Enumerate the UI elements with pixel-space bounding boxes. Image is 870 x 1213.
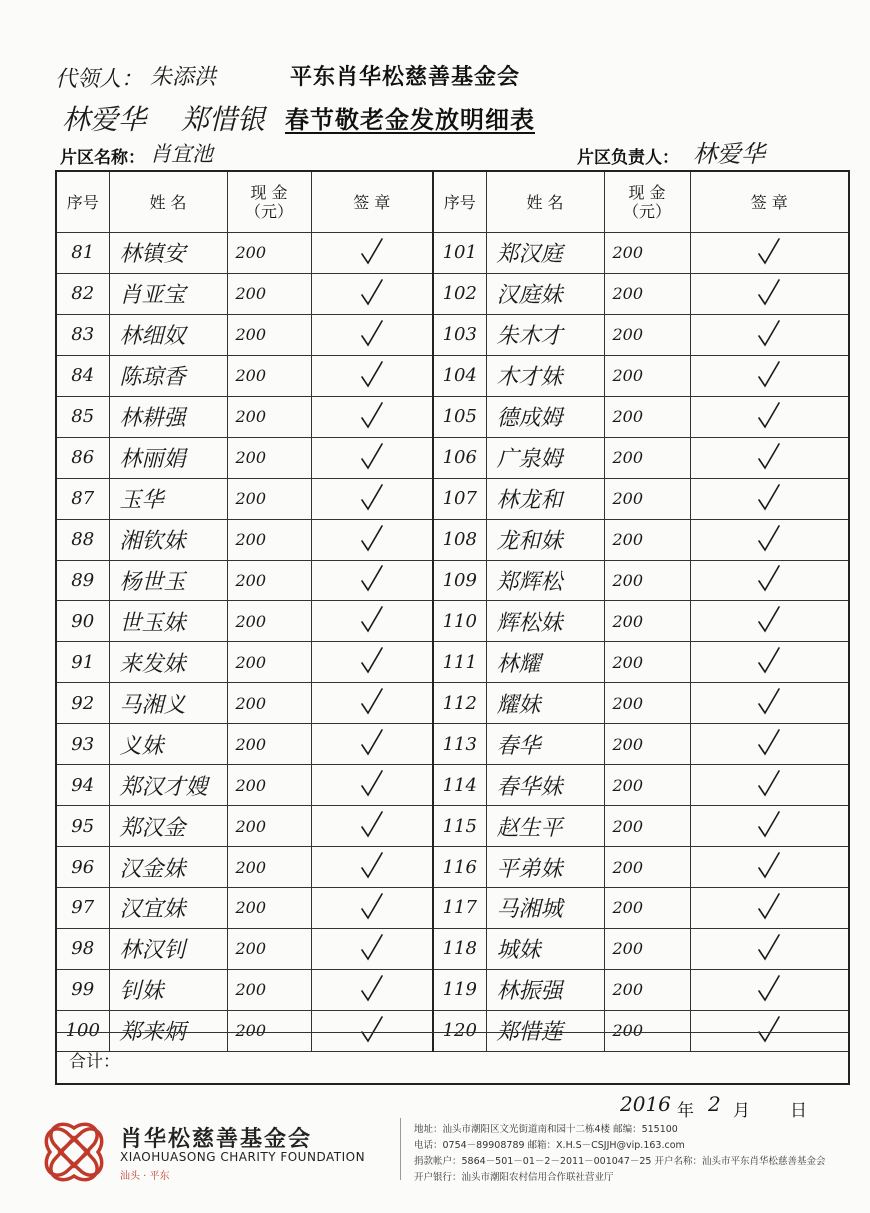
row-no: 101	[434, 233, 486, 274]
agent-label: 代领人：	[55, 67, 144, 92]
checkmark-icon	[358, 441, 386, 471]
checkmark-icon	[358, 563, 386, 593]
checkmark-icon	[755, 604, 783, 634]
row-name: 郑汉才嫂	[109, 765, 227, 806]
table-row	[434, 928, 848, 969]
row-name: 春华	[486, 724, 604, 765]
row-amount: 200	[604, 396, 690, 437]
row-amount: 200	[227, 642, 311, 683]
row-name: 城妹	[486, 928, 604, 969]
row-no: 85	[57, 396, 109, 437]
row-no: 96	[57, 847, 109, 888]
row-amount: 200	[604, 642, 690, 683]
row-name: 汉宜妹	[109, 888, 227, 929]
row-no: 87	[57, 478, 109, 519]
row-no: 118	[434, 928, 486, 969]
row-amount: 200	[227, 314, 311, 355]
org-name-cn: 肖华松慈善基金会	[120, 1127, 313, 1152]
table-row	[434, 355, 848, 396]
total-row	[57, 1032, 848, 1083]
row-amount: 200	[227, 724, 311, 765]
row-no: 111	[434, 642, 486, 683]
table-row	[57, 273, 433, 314]
row-amount: 200	[604, 765, 690, 806]
table-row	[434, 806, 848, 847]
footer-divider	[400, 1118, 401, 1180]
row-signature	[311, 683, 433, 724]
row-name: 林汉钊	[109, 928, 227, 969]
table-row	[57, 928, 433, 969]
row-signature	[311, 724, 433, 765]
row-name: 郑惜莲	[486, 1010, 604, 1051]
row-no: 110	[434, 601, 486, 642]
row-amount: 200	[604, 560, 690, 601]
checkmark-icon	[755, 973, 783, 1003]
row-signature	[311, 478, 433, 519]
checkmark-icon	[755, 727, 783, 757]
row-no: 90	[57, 601, 109, 642]
row-amount: 200	[604, 847, 690, 888]
area-value: 肖宜池	[150, 142, 213, 166]
row-no: 83	[57, 314, 109, 355]
table-row	[434, 847, 848, 888]
row-signature	[311, 560, 433, 601]
row-name: 平弟妹	[486, 847, 604, 888]
table-row	[57, 233, 433, 274]
row-no: 114	[434, 765, 486, 806]
row-name: 林丽娟	[109, 437, 227, 478]
checkmark-icon	[358, 973, 386, 1003]
header-no: 序号	[434, 172, 486, 233]
row-no: 81	[57, 233, 109, 274]
table-row	[434, 601, 848, 642]
date-month: 2	[708, 1092, 721, 1116]
row-signature	[690, 478, 848, 519]
agent-names-2	[62, 98, 291, 138]
row-name: 赵生平	[486, 806, 604, 847]
footer-account: 捐款帐户：5864－501－01－2－2011－001047－25 开户名称：汕头市平东肖华松慈善基金会	[414, 1156, 826, 1167]
table-row	[434, 969, 848, 1010]
row-amount: 200	[604, 314, 690, 355]
row-signature	[311, 806, 433, 847]
row-amount: 200	[227, 683, 311, 724]
row-no: 105	[434, 396, 486, 437]
header-sign: 签 章	[690, 172, 848, 233]
row-signature	[690, 806, 848, 847]
checkmark-icon	[358, 727, 386, 757]
checkmark-icon	[358, 482, 386, 512]
row-name: 广泉姆	[486, 437, 604, 478]
row-amount: 200	[227, 437, 311, 478]
row-signature	[690, 314, 848, 355]
table-row	[434, 560, 848, 601]
row-no: 92	[57, 683, 109, 724]
row-amount: 200	[227, 560, 311, 601]
row-signature	[311, 273, 433, 314]
checkmark-icon	[755, 523, 783, 553]
row-name: 木才妹	[486, 355, 604, 396]
row-signature	[311, 233, 433, 274]
row-no: 104	[434, 355, 486, 396]
row-no: 119	[434, 969, 486, 1010]
row-amount: 200	[227, 847, 311, 888]
row-no: 112	[434, 683, 486, 724]
row-amount: 200	[227, 969, 311, 1010]
row-no: 94	[57, 765, 109, 806]
checkmark-icon	[358, 318, 386, 348]
row-name: 马湘义	[109, 683, 227, 724]
table-row	[434, 437, 848, 478]
row-name: 湘钦妹	[109, 519, 227, 560]
checkmark-icon	[358, 359, 386, 389]
checkmark-icon	[755, 441, 783, 471]
checkmark-icon	[358, 686, 386, 716]
header-name: 姓 名	[486, 172, 604, 233]
row-no: 116	[434, 847, 486, 888]
row-amount: 200	[227, 765, 311, 806]
checkmark-icon	[358, 236, 386, 266]
table-row	[57, 478, 433, 519]
area-label: 片区名称：	[60, 148, 145, 168]
table-row	[434, 233, 848, 274]
row-no: 89	[57, 560, 109, 601]
row-amount: 200	[604, 355, 690, 396]
checkmark-icon	[755, 359, 783, 389]
row-signature	[311, 928, 433, 969]
table-row	[434, 478, 848, 519]
table-row	[57, 396, 433, 437]
row-name: 汉金妹	[109, 847, 227, 888]
row-amount: 200	[604, 969, 690, 1010]
row-amount: 200	[604, 519, 690, 560]
row-amount: 200	[604, 888, 690, 929]
row-amount: 200	[227, 233, 311, 274]
table-row	[434, 888, 848, 929]
row-signature	[311, 519, 433, 560]
checkmark-icon	[358, 891, 386, 921]
header-amount: 现 金 （元）	[604, 172, 690, 233]
header-amount: 现 金 （元）	[227, 172, 311, 233]
date-month-unit: 月	[733, 1101, 750, 1121]
row-name: 春华妹	[486, 765, 604, 806]
row-no: 115	[434, 806, 486, 847]
row-signature	[690, 765, 848, 806]
row-name: 汉庭妹	[486, 273, 604, 314]
agent-name-2b: 郑惜银	[180, 103, 265, 136]
row-no: 99	[57, 969, 109, 1010]
checkmark-icon	[755, 318, 783, 348]
table-row	[57, 355, 433, 396]
row-signature	[311, 969, 433, 1010]
checkmark-icon	[358, 809, 386, 839]
checkmark-icon	[755, 686, 783, 716]
row-signature	[311, 601, 433, 642]
row-signature	[690, 642, 848, 683]
row-no: 86	[57, 437, 109, 478]
table-row	[57, 765, 433, 806]
row-no: 108	[434, 519, 486, 560]
distribution-table	[55, 170, 850, 1085]
table-row	[57, 724, 433, 765]
row-no: 102	[434, 273, 486, 314]
row-name: 林镇安	[109, 233, 227, 274]
row-amount: 200	[227, 888, 311, 929]
checkmark-icon	[358, 523, 386, 553]
row-name: 杨世玉	[109, 560, 227, 601]
row-name: 林龙和	[486, 478, 604, 519]
row-signature	[311, 314, 433, 355]
date-year: 2016	[620, 1092, 671, 1116]
row-signature	[311, 437, 433, 478]
row-signature	[690, 355, 848, 396]
row-no: 98	[57, 928, 109, 969]
row-amount: 200	[604, 601, 690, 642]
row-signature	[690, 683, 848, 724]
agent-name-1: 朱添洪	[150, 65, 217, 90]
table-row	[57, 642, 433, 683]
row-no: 93	[57, 724, 109, 765]
row-amount: 200	[227, 355, 311, 396]
checkmark-icon	[755, 768, 783, 798]
checkmark-icon	[358, 277, 386, 307]
row-no: 113	[434, 724, 486, 765]
table-row	[434, 683, 848, 724]
row-signature	[690, 233, 848, 274]
table-row	[57, 806, 433, 847]
table-row	[57, 437, 433, 478]
row-name: 世玉妹	[109, 601, 227, 642]
row-name: 陈琼香	[109, 355, 227, 396]
row-name: 郑来炳	[109, 1010, 227, 1051]
total-label: 合计：	[69, 1052, 120, 1072]
row-signature	[311, 765, 433, 806]
row-amount: 200	[227, 928, 311, 969]
checkmark-icon	[755, 277, 783, 307]
row-no: 100	[57, 1010, 109, 1051]
row-no: 88	[57, 519, 109, 560]
row-signature	[311, 396, 433, 437]
row-signature	[311, 355, 433, 396]
checkmark-icon	[358, 932, 386, 962]
row-signature	[690, 396, 848, 437]
row-signature	[311, 847, 433, 888]
table-row	[434, 642, 848, 683]
checkmark-icon	[755, 891, 783, 921]
row-no: 117	[434, 888, 486, 929]
row-signature	[311, 888, 433, 929]
checkmark-icon	[358, 645, 386, 675]
checkmark-icon	[755, 932, 783, 962]
row-name: 钊妹	[109, 969, 227, 1010]
header-name: 姓 名	[109, 172, 227, 233]
row-signature	[690, 847, 848, 888]
footer-bank: 开户银行：汕头市潮阳农村信用合作联社营业厅	[414, 1172, 614, 1183]
row-amount: 200	[604, 437, 690, 478]
row-no: 82	[57, 273, 109, 314]
row-amount: 200	[604, 806, 690, 847]
page-title: 春节敬老金发放明细表	[285, 106, 535, 134]
row-name: 来发妹	[109, 642, 227, 683]
row-name: 玉华	[109, 478, 227, 519]
row-amount: 200	[227, 478, 311, 519]
table-row	[434, 519, 848, 560]
row-no: 107	[434, 478, 486, 519]
checkmark-icon	[358, 768, 386, 798]
row-amount: 200	[227, 601, 311, 642]
row-amount: 200	[227, 396, 311, 437]
leader-label: 片区负责人：	[577, 148, 679, 168]
row-signature	[690, 928, 848, 969]
row-amount: 200	[604, 683, 690, 724]
table-row	[57, 847, 433, 888]
page-title-org: 平东肖华松慈善基金会	[290, 65, 521, 90]
row-name: 肖亚宝	[109, 273, 227, 314]
row-signature	[690, 601, 848, 642]
checkmark-icon	[755, 850, 783, 880]
row-name: 林耕强	[109, 396, 227, 437]
row-amount: 200	[227, 273, 311, 314]
table-row	[57, 888, 433, 929]
row-name: 郑汉庭	[486, 233, 604, 274]
row-amount: 200	[227, 519, 311, 560]
table-header-row	[57, 172, 433, 233]
row-no: 109	[434, 560, 486, 601]
row-amount: 200	[604, 478, 690, 519]
row-no: 103	[434, 314, 486, 355]
table-row	[57, 969, 433, 1010]
leader-value: 林爱华	[693, 140, 765, 168]
row-name: 马湘城	[486, 888, 604, 929]
footer-phone: 电话：0754－89908789 邮箱：X.H.S－CSJJH@vip.163.com	[414, 1140, 685, 1151]
header-sign: 签 章	[311, 172, 433, 233]
row-signature	[690, 724, 848, 765]
org-name-en: XIAOHUASONG CHARITY FOUNDATION	[120, 1150, 366, 1164]
foundation-logo-icon	[40, 1118, 108, 1186]
row-name: 林耀	[486, 642, 604, 683]
row-name: 龙和妹	[486, 519, 604, 560]
table-row	[434, 765, 848, 806]
row-name: 朱木才	[486, 314, 604, 355]
checkmark-icon	[755, 563, 783, 593]
table-row	[434, 396, 848, 437]
table-row	[434, 273, 848, 314]
checkmark-icon	[755, 645, 783, 675]
row-name: 德成姆	[486, 396, 604, 437]
table-row	[434, 314, 848, 355]
row-signature	[690, 969, 848, 1010]
checkmark-icon	[358, 400, 386, 430]
date-day-unit: 日	[790, 1101, 807, 1121]
row-amount: 200	[604, 724, 690, 765]
table-row	[57, 601, 433, 642]
row-signature	[690, 888, 848, 929]
header-no: 序号	[57, 172, 109, 233]
row-amount: 200	[227, 1010, 311, 1051]
row-no: 95	[57, 806, 109, 847]
row-amount: 200	[604, 233, 690, 274]
row-no: 97	[57, 888, 109, 929]
table-row	[57, 560, 433, 601]
table-header-row	[434, 172, 848, 233]
table-row	[434, 724, 848, 765]
row-no: 84	[57, 355, 109, 396]
row-name: 耀妹	[486, 683, 604, 724]
row-name: 林细奴	[109, 314, 227, 355]
row-signature	[690, 519, 848, 560]
org-place: 汕头 · 平东	[120, 1171, 170, 1182]
row-signature	[690, 273, 848, 314]
row-signature	[690, 437, 848, 478]
table-right	[434, 172, 848, 1052]
row-name: 义妹	[109, 724, 227, 765]
date-year-unit: 年	[677, 1101, 694, 1121]
row-no: 120	[434, 1010, 486, 1051]
checkmark-icon	[755, 400, 783, 430]
row-name: 郑辉松	[486, 560, 604, 601]
row-signature	[311, 642, 433, 683]
row-amount: 200	[227, 806, 311, 847]
checkmark-icon	[755, 482, 783, 512]
table-row	[57, 519, 433, 560]
row-amount: 200	[604, 273, 690, 314]
table-row	[57, 314, 433, 355]
table-left	[57, 172, 434, 1052]
table-row	[57, 683, 433, 724]
row-name: 郑汉金	[109, 806, 227, 847]
row-name: 辉松妹	[486, 601, 604, 642]
checkmark-icon	[358, 604, 386, 634]
row-signature	[690, 560, 848, 601]
footer-address: 地址：汕头市潮阳区文光街道南和园十二栋4楼 邮编：515100	[414, 1124, 678, 1135]
agent-name-2a: 林爱华	[62, 103, 147, 136]
checkmark-icon	[755, 809, 783, 839]
row-amount: 200	[604, 1010, 690, 1051]
checkmark-icon	[755, 236, 783, 266]
row-amount: 200	[604, 928, 690, 969]
row-no: 106	[434, 437, 486, 478]
checkmark-icon	[358, 850, 386, 880]
row-name: 林振强	[486, 969, 604, 1010]
row-no: 91	[57, 642, 109, 683]
